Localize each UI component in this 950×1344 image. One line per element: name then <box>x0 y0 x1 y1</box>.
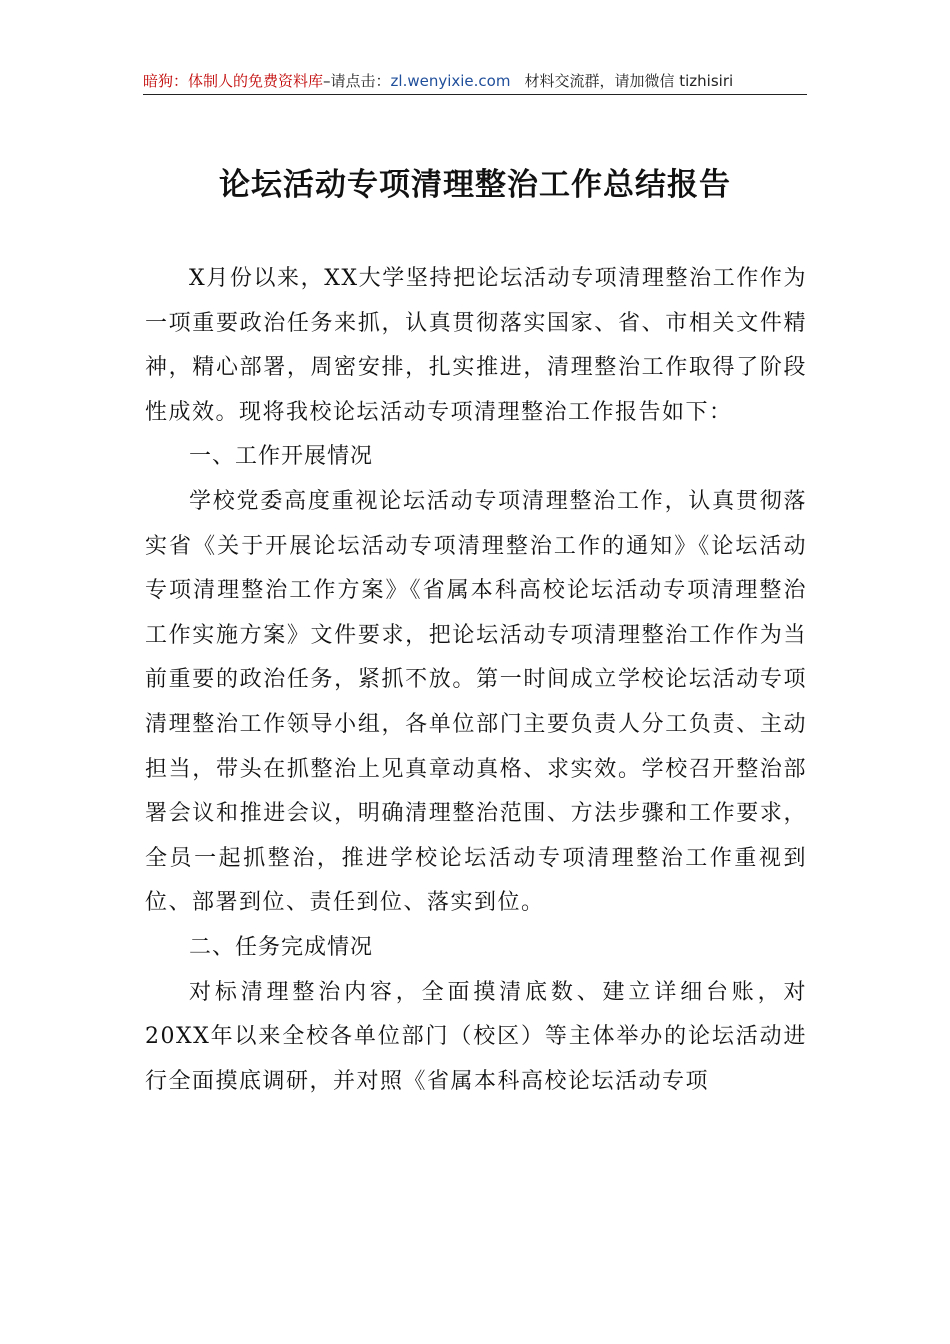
section-heading-1: 一、工作开展情况 <box>189 444 374 470</box>
document-body <box>145 257 807 1104</box>
header-prompt: –请点击： <box>323 72 391 90</box>
section-heading-2: 二、任务完成情况 <box>189 934 374 960</box>
section-paragraph-1: 学校党委高度重视论坛活动专项清理整治工作，认真贯彻落实省《关于开展论坛活动专项清理整治工作的通知》《论坛活动专项清理整治工作方案》《省属本科高校论坛活动专项清理整治工作实施方案》文件要求，把论坛活动专项清理整治工作作为当前重要的政治任务，紧抓不放。第一时间成立学校论坛活动专项清理整治工作领导小组，各单位部门主要负责人分工负责、主动担当，带头在抓整治上见真章动真格、求实效。学校召开整治部署会议和推进会议，明确清理整治范围、方法步骤和工作要求，全员一起抓整治，推进学校论坛活动专项清理整治工作重视到位、部署到位、责任到位、落实到位。 <box>145 488 807 916</box>
intro-paragraph: X月份以来，XX大学坚持把论坛活动专项清理整治工作作为一项重要政治任务来抓，认真贯彻落实国家、省、市相关文件精神，精心部署，周密安排，扎实推进，清理整治工作取得了阶段性成效。现将我校论坛活动专项清理整治工作报告如下： <box>145 266 807 425</box>
section-paragraph-2: 对标清理整治内容，全面摸清底数、建立详细台账，对20XX年以来全校各单位部门（校区）等主体举办的论坛活动进行全面摸底调研，并对照《省属本科高校论坛活动专项 <box>145 979 807 1094</box>
header-note: 材料交流群，请加微信 tizhisiri <box>524 72 734 90</box>
header-link[interactable]: zl.wenyixie.com <box>390 72 511 90</box>
page-header <box>143 68 807 95</box>
header-brand: 暗狗：体制人的免费资料库 <box>143 72 324 90</box>
document-title: 论坛活动专项清理整治工作总结报告 <box>219 167 731 203</box>
